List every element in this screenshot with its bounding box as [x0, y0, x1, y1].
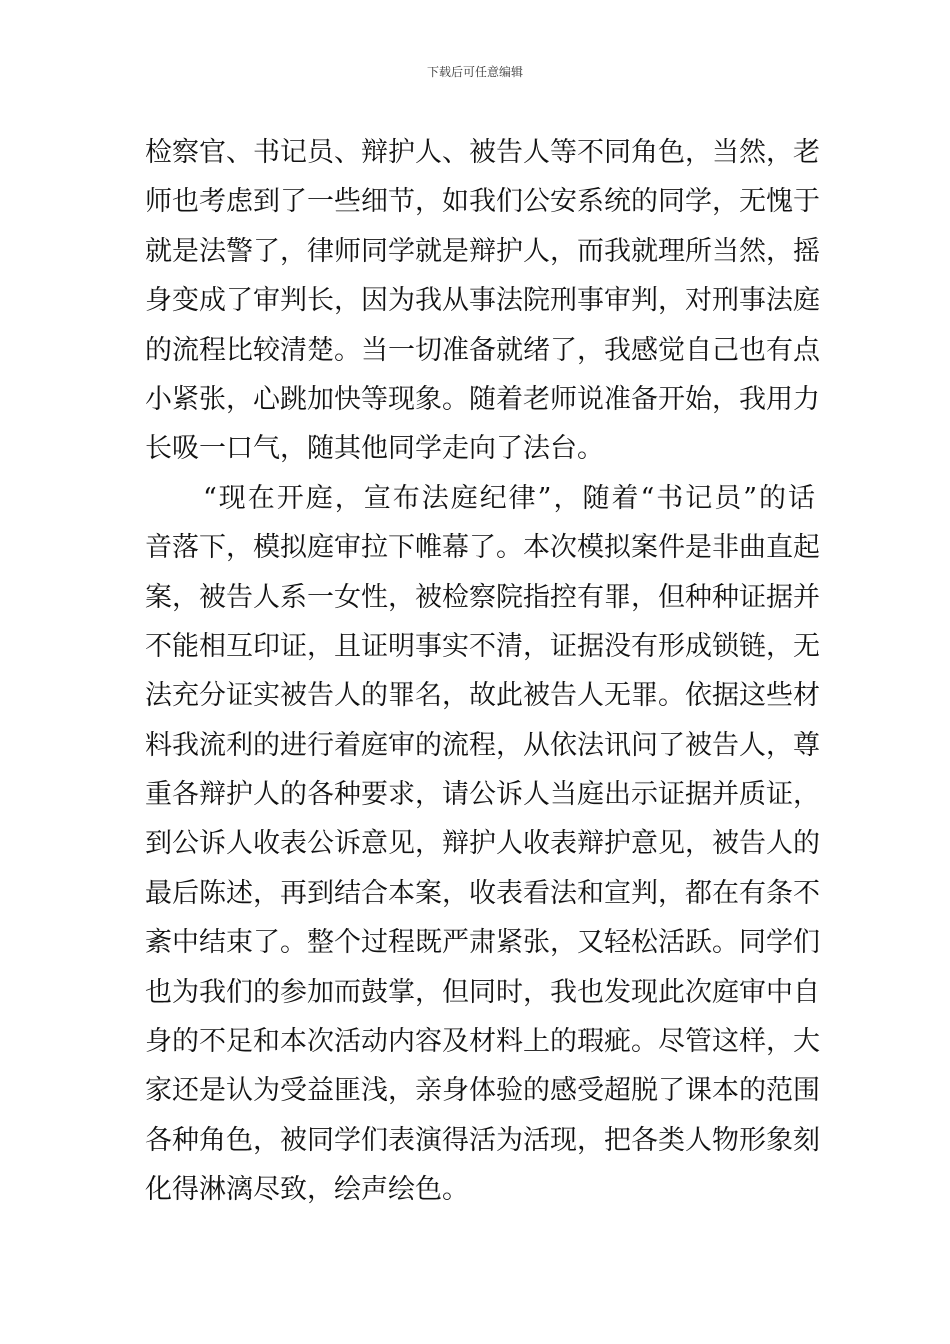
text-line: 重各辩护人的各种要求，请公诉人当庭出示证据并质证， — [145, 779, 820, 811]
text-line: 各种角色，被同学们表演得活为活现，把各类人物形象刻 — [145, 1124, 820, 1156]
text-line: 长吸一口气，随其他同学走向了法台。 — [145, 433, 604, 465]
text-line: 紊中结束了。整个过程既严肃紧张，又轻松活跃。同学们 — [145, 927, 820, 959]
text-line: 到公诉人收表公诉意见，辩护人收表辩护意见，被告人的 — [145, 828, 820, 860]
document-body — [145, 128, 820, 1215]
text-line: 案，被告人系一女性，被检察院指控有罪，但种种证据并 — [145, 581, 820, 613]
text-line: 师也考虑到了一些细节，如我们公安系统的同学，无愧于 — [145, 186, 820, 218]
text-line: 的流程比较清楚。当一切准备就绪了，我感觉自己也有点 — [145, 334, 820, 366]
text-line: 就是法警了，律师同学就是辩护人，而我就理所当然，摇 — [145, 235, 820, 267]
text-line: 身变成了审判长，因为我从事法院刑事审判，对刑事法庭 — [145, 285, 820, 317]
text-line: 家还是认为受益匪浅，亲身体验的感受超脱了课本的范围 — [145, 1075, 820, 1107]
text-line: 检察官、书记员、辩护人、被告人等不同角色，当然，老 — [145, 137, 820, 168]
text-line: 小紧张，心跳加快等现象。随着老师说准备开始，我用力 — [145, 383, 820, 415]
text-line: 音落下，模拟庭审拉下帷幕了。本次模拟案件是非曲直起 — [145, 532, 820, 564]
text-line: “现在开庭，宣布法庭纪律”，随着“书记员”的话 — [145, 482, 815, 514]
text-line: 料我流利的进行着庭审的流程，从依法讯问了被告人，尊 — [145, 729, 820, 761]
page-header: 下载后可任意编辑 — [426, 65, 523, 79]
text-line: 法充分证实被告人的罪名，故此被告人无罪。依据这些材 — [145, 680, 820, 712]
text-line: 身的不足和本次活动内容及材料上的瑕疵。尽管这样，大 — [145, 1026, 820, 1058]
text-line: 最后陈述，再到结合本案，收表看法和宣判，都在有条不 — [145, 877, 820, 909]
text-line: 不能相互印证，且证明事实不清，证据没有形成锁链，无 — [145, 630, 820, 662]
text-line: 化得淋漓尽致，绘声绘色。 — [145, 1174, 469, 1206]
text-line: 也为我们的参加而鼓掌，但同时，我也发现此次庭审中自 — [145, 976, 820, 1008]
